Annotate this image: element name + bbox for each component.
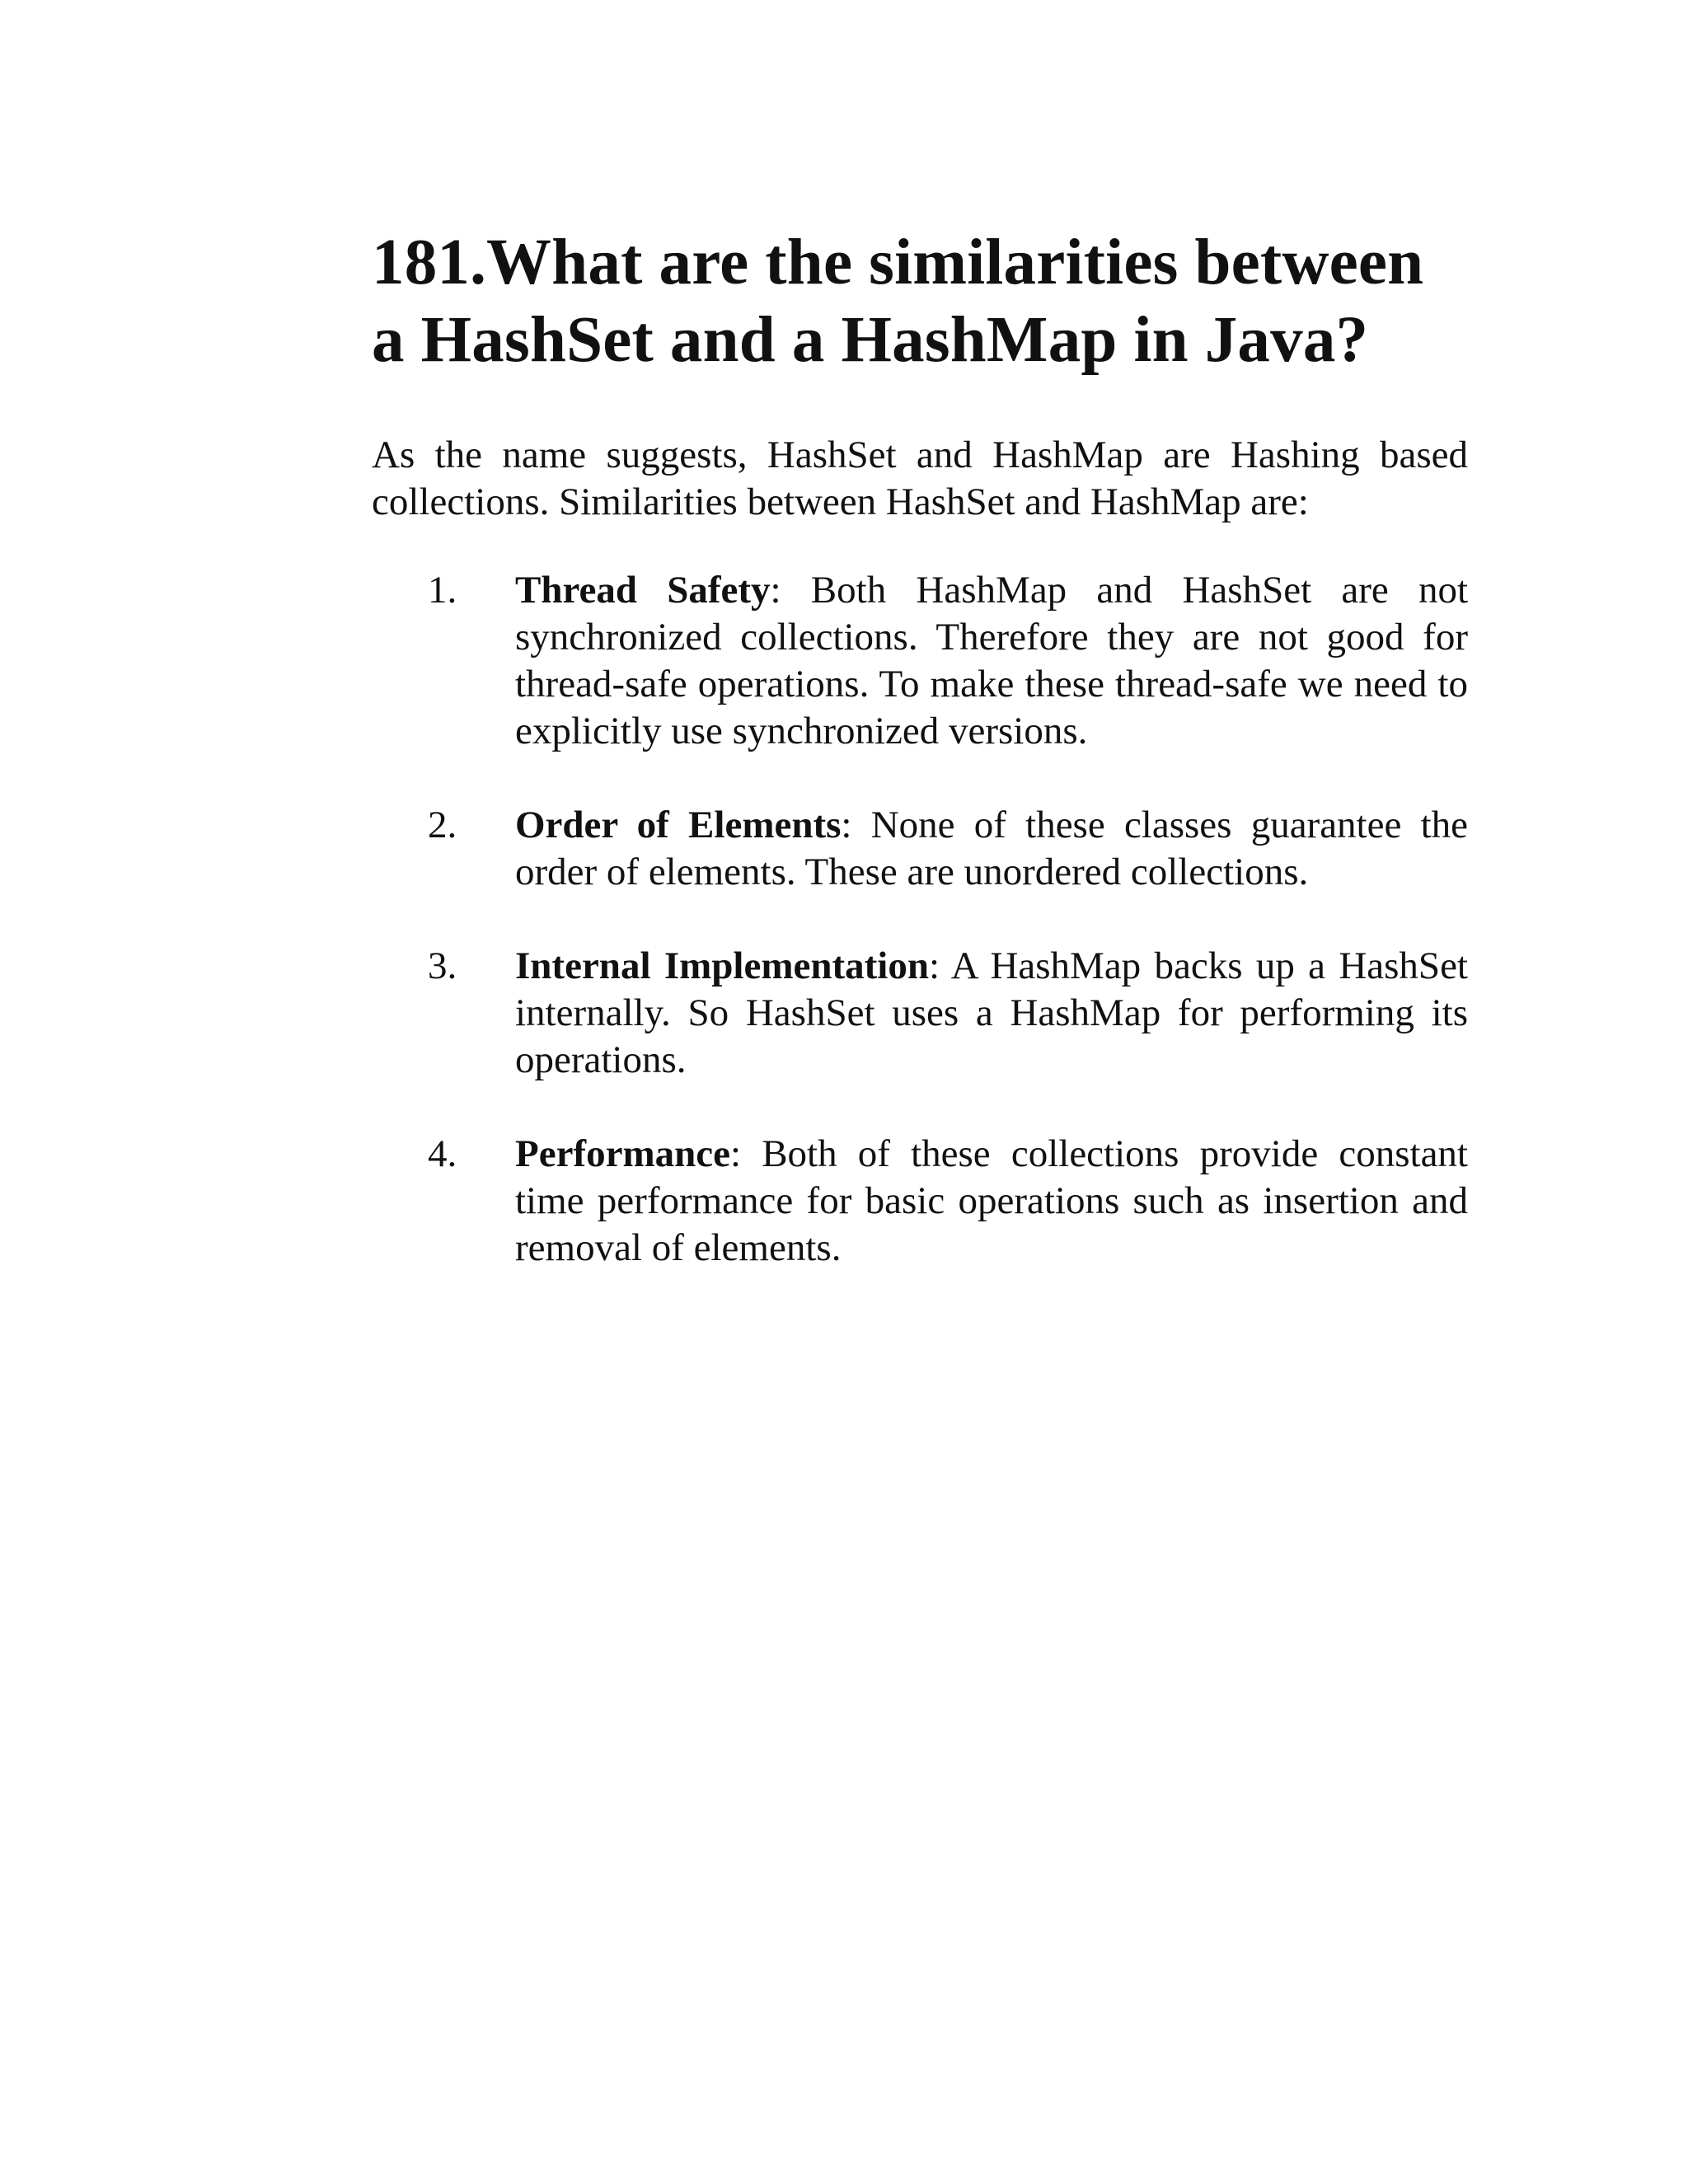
item-number: 2. (428, 804, 457, 846)
item-text: : None of these classes guarantee the order of elements. These are unordered collections. (515, 804, 1468, 893)
item-text: : A HashMap backs up a HashSet internally. So HashSet uses a HashMap for performing its operations. (515, 944, 1468, 1081)
item-text: : Both HashMap and HashSet are not synchronized collections. Therefore they are not good for thread-safe operations. To make these thread-safe we need to explicitly use synchronized versions. (515, 569, 1468, 752)
item-number: 1. (428, 569, 457, 612)
item-body (515, 567, 1468, 755)
item-text: : Both of these collections provide constant time performance for basic operations such as insertion and removal of elements. (515, 1132, 1468, 1269)
list-item (372, 802, 1468, 896)
item-body (515, 802, 1468, 896)
item-term: Thread Safety (515, 569, 771, 612)
page-content (372, 224, 1468, 1319)
item-term: Performance (515, 1132, 730, 1175)
item-term: Internal Implementation (515, 944, 929, 987)
item-body (515, 1131, 1468, 1272)
intro-paragraph: As the name suggests, HashSet and HashMap are Hashing based collections. Similarities between HashSet and HashMap are: (372, 434, 1468, 523)
item-number: 3. (428, 944, 457, 987)
item-body (515, 943, 1468, 1084)
similarities-list (372, 567, 1468, 1272)
item-term: Order of Elements (515, 804, 842, 846)
list-item (372, 567, 1468, 755)
item-number: 4. (428, 1132, 457, 1175)
question-title: 181.What are the similarities between a HashSet and a HashMap in Java? (372, 227, 1424, 376)
list-item (372, 943, 1468, 1084)
list-item (372, 1131, 1468, 1272)
